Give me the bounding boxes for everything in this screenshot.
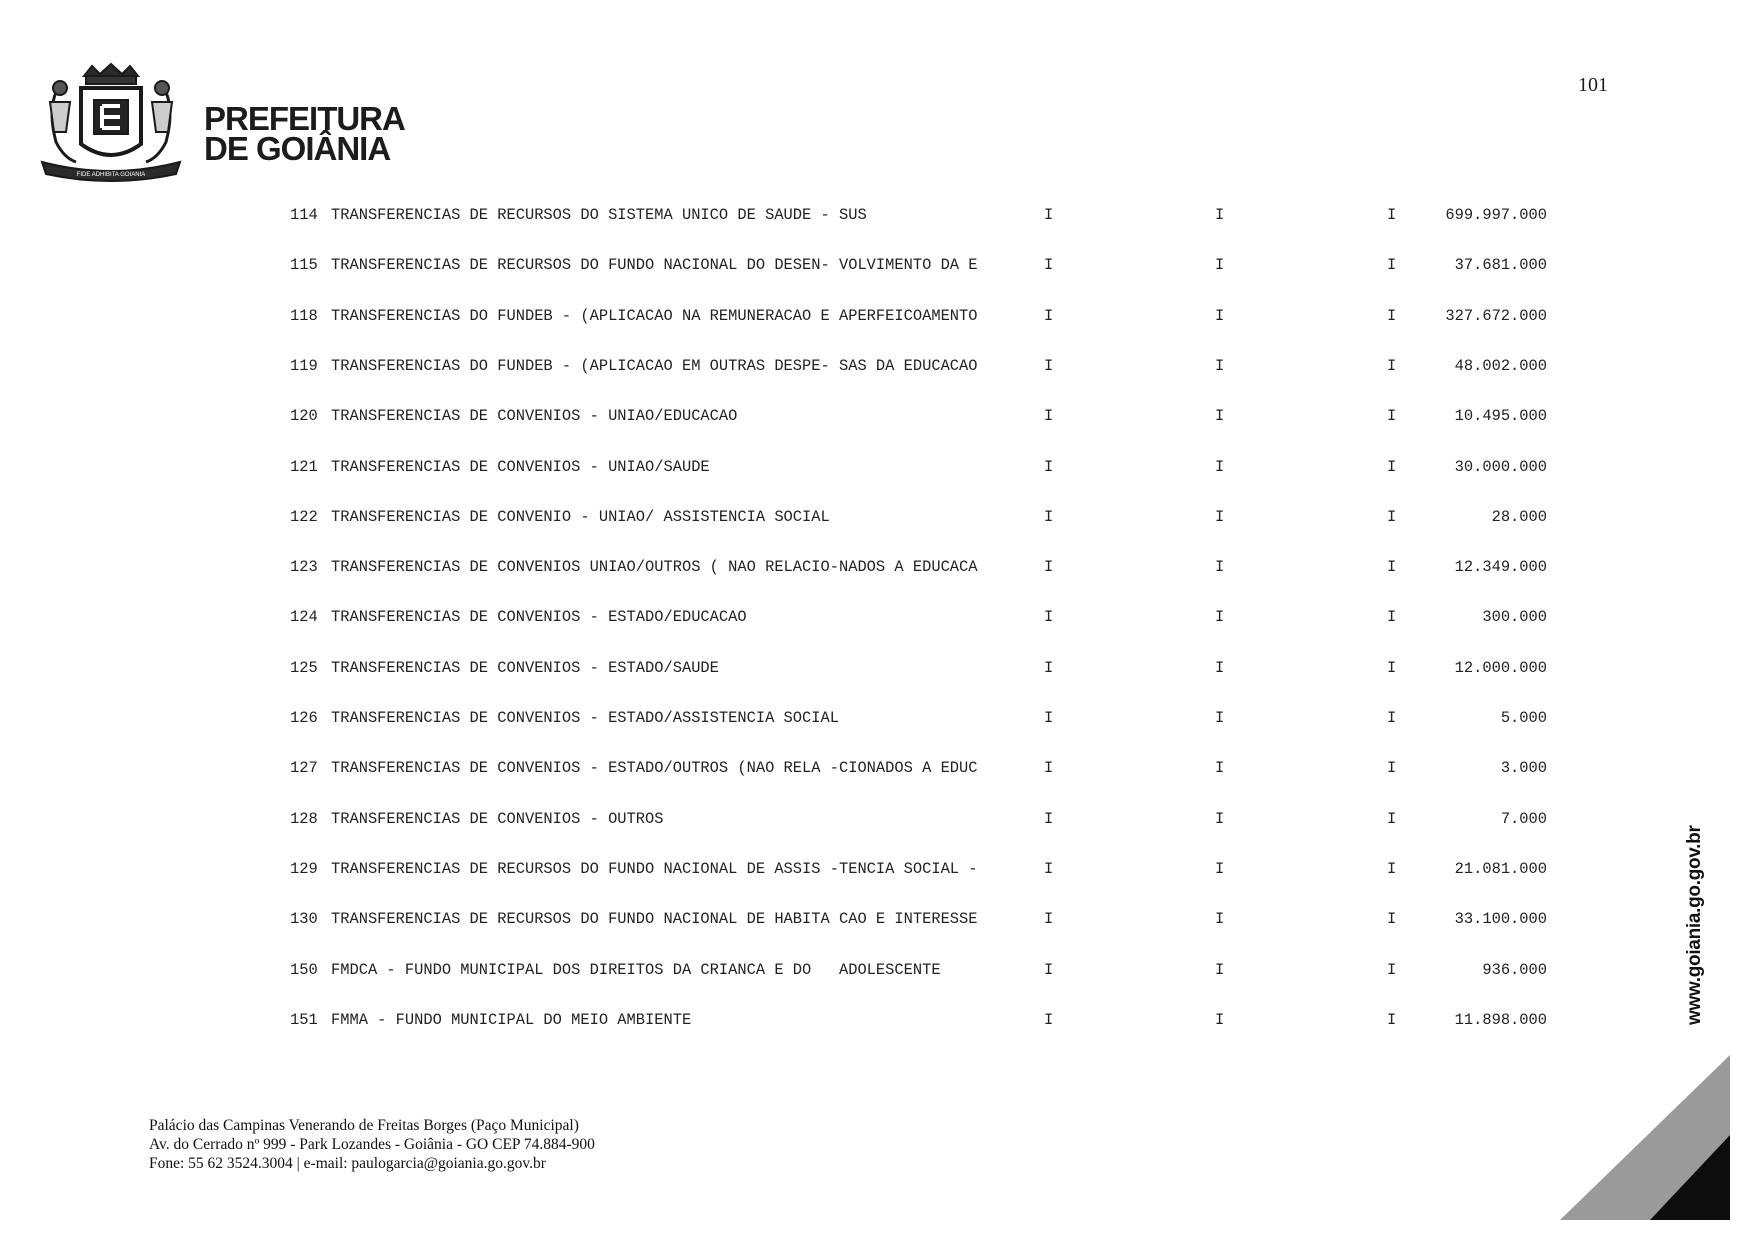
table-row [0,961,1560,987]
row-separator: I [1387,356,1397,375]
footer-line-1: Palácio das Campinas Venerando de Freitas Borges (Paço Municipal) [149,1117,579,1134]
row-separator: I [1215,910,1225,929]
table-row [0,407,1560,433]
row-amount: 12.349.000 [1454,558,1547,577]
table-row [0,659,1560,685]
row-separator: I [1215,558,1225,577]
row-separator: I [1044,1010,1054,1029]
row-code: 123 [290,558,318,577]
row-code: 127 [290,759,318,778]
row-description: FMMA - FUNDO MUNICIPAL DO MEIO AMBIENTE [331,1010,692,1029]
row-code: 114 [290,206,318,224]
row-separator: I [1387,759,1397,778]
row-description: FMDCA - FUNDO MUNICIPAL DOS DIREITOS DA CRIANCA E DO ADOLESCENTE [331,960,941,979]
table-row [0,810,1560,836]
logo-line-2: DE GOIÂNIA [204,130,391,167]
row-separator: I [1387,558,1397,577]
row-amount: 327.672.000 [1445,306,1547,325]
row-code: 115 [290,256,318,275]
row-separator: I [1387,960,1397,979]
row-separator: I [1044,306,1054,325]
logo-line-1: PREFEITURA [204,100,405,137]
row-separator: I [1215,206,1225,224]
table-row [0,357,1560,383]
row-description: TRANSFERENCIAS DO FUNDEB - (APLICACAO EM OUTRAS DESPE- SAS DA EDUCACAO [331,356,978,375]
row-separator: I [1387,859,1397,878]
row-description: TRANSFERENCIAS DE CONVENIOS - UNIAO/SAUDE [331,457,710,476]
row-separator: I [1215,306,1225,325]
row-separator: I [1387,709,1397,727]
row-code: 125 [290,658,318,677]
row-code: 120 [290,407,318,426]
row-code: 129 [290,859,318,878]
row-code: 119 [290,356,318,375]
footer-line-3: Fone: 55 62 3524.3004 | e-mail: paulogarcia@goiania.go.gov.br [149,1155,546,1172]
row-amount: 11.898.000 [1454,1010,1547,1029]
row-separator: I [1044,457,1054,476]
corner-triangle-decoration [1560,1055,1730,1220]
row-amount: 28.000 [1491,507,1547,526]
table-row [0,558,1560,584]
table-row [0,1011,1560,1037]
row-separator: I [1387,809,1397,828]
row-amount: 21.081.000 [1454,859,1547,878]
row-description: TRANSFERENCIAS DE CONVENIOS - UNIAO/EDUCACAO [331,407,738,426]
row-amount: 936.000 [1482,960,1547,979]
row-description: TRANSFERENCIAS DE CONVENIOS - ESTADO/SAUDE [331,658,719,677]
table-row [0,508,1560,534]
table-row [0,709,1560,735]
row-separator: I [1044,407,1054,426]
row-description: TRANSFERENCIAS DE CONVENIOS UNIAO/OUTROS ( NAO RELACIO-NADOS A EDUCACA [331,558,978,577]
table-row [0,458,1560,484]
row-separator: I [1215,507,1225,526]
row-separator: I [1387,457,1397,476]
row-separator: I [1044,759,1054,778]
row-separator: I [1387,608,1397,627]
seal-motto: FIDE ADHIBITA GOIANIA [76,172,146,178]
row-description: TRANSFERENCIAS DE CONVENIOS - ESTADO/EDUCACAO [331,608,747,627]
row-separator: I [1044,608,1054,627]
row-separator: I [1044,256,1054,275]
row-separator: I [1215,457,1225,476]
row-separator: I [1215,960,1225,979]
row-separator: I [1387,1010,1397,1029]
row-amount: 7.000 [1500,809,1547,828]
row-separator: I [1215,407,1225,426]
row-description: TRANSFERENCIAS DO FUNDEB - (APLICACAO NA REMUNERACAO E APERFEICOAMENTO [331,306,978,325]
table-row [0,860,1560,886]
row-separator: I [1044,658,1054,677]
row-separator: I [1044,960,1054,979]
row-separator: I [1387,407,1397,426]
row-description: TRANSFERENCIAS DE CONVENIOS - ESTADO/ASSISTENCIA SOCIAL [331,709,839,727]
row-description: TRANSFERENCIAS DE CONVENIOS - OUTROS [331,809,664,828]
row-separator: I [1215,356,1225,375]
table-row [0,759,1560,785]
row-separator: I [1215,859,1225,878]
table-row [0,910,1560,936]
row-amount: 10.495.000 [1454,407,1547,426]
row-separator: I [1387,658,1397,677]
table-row [0,256,1560,282]
row-amount: 12.000.000 [1454,658,1547,677]
table-row [0,608,1560,634]
row-code: 122 [290,507,318,526]
row-amount: 37.681.000 [1454,256,1547,275]
row-amount: 3.000 [1500,759,1547,778]
row-code: 151 [290,1010,318,1029]
row-separator: I [1215,658,1225,677]
row-code: 118 [290,306,318,325]
row-separator: I [1044,356,1054,375]
row-separator: I [1387,910,1397,929]
page-number: 101 [1578,74,1608,96]
row-amount: 33.100.000 [1454,910,1547,929]
row-separator: I [1044,809,1054,828]
row-separator: I [1387,256,1397,275]
row-separator: I [1044,558,1054,577]
row-separator: I [1215,1010,1225,1029]
table-row [0,206,1560,232]
row-separator: I [1215,759,1225,778]
logo-wordmark [204,100,405,167]
footer-address [149,1116,595,1173]
row-separator: I [1044,709,1054,727]
row-separator: I [1044,859,1054,878]
row-amount: 48.002.000 [1454,356,1547,375]
row-separator: I [1044,206,1054,224]
row-code: 124 [290,608,318,627]
row-amount: 5.000 [1500,709,1547,727]
table-row [0,307,1560,333]
row-code: 150 [290,960,318,979]
row-separator: I [1215,608,1225,627]
row-code: 128 [290,809,318,828]
row-description: TRANSFERENCIAS DE CONVENIO - UNIAO/ ASSISTENCIA SOCIAL [331,507,830,526]
row-separator: I [1044,507,1054,526]
row-separator: I [1387,507,1397,526]
city-seal-logo [36,62,186,194]
row-code: 121 [290,457,318,476]
row-amount: 300.000 [1482,608,1547,627]
footer-line-2: Av. do Cerrado nº 999 - Park Lozandes - Goiânia - GO CEP 74.884-900 [149,1136,595,1153]
row-amount: 30.000.000 [1454,457,1547,476]
row-separator: I [1387,306,1397,325]
row-amount: 699.997.000 [1445,206,1547,224]
row-code: 130 [290,910,318,929]
row-description: TRANSFERENCIAS DE RECURSOS DO FUNDO NACIONAL DO DESEN- VOLVIMENTO DA E [331,256,978,275]
row-description: TRANSFERENCIAS DE CONVENIOS - ESTADO/OUTROS (NAO RELA -CIONADOS A EDUC [331,759,978,778]
row-description: TRANSFERENCIAS DE RECURSOS DO SISTEMA UNICO DE SAUDE - SUS [331,206,867,224]
website-vertical-text: www.goiania.go.gov.br [1684,825,1705,1025]
row-separator: I [1044,910,1054,929]
row-separator: I [1215,709,1225,727]
row-description: TRANSFERENCIAS DE RECURSOS DO FUNDO NACIONAL DE HABITA CAO E INTERESSE [331,910,978,929]
row-separator: I [1215,809,1225,828]
row-separator: I [1215,256,1225,275]
row-separator: I [1387,206,1397,224]
row-description: TRANSFERENCIAS DE RECURSOS DO FUNDO NACIONAL DE ASSIS -TENCIA SOCIAL - [331,859,978,878]
row-code: 126 [290,709,318,727]
